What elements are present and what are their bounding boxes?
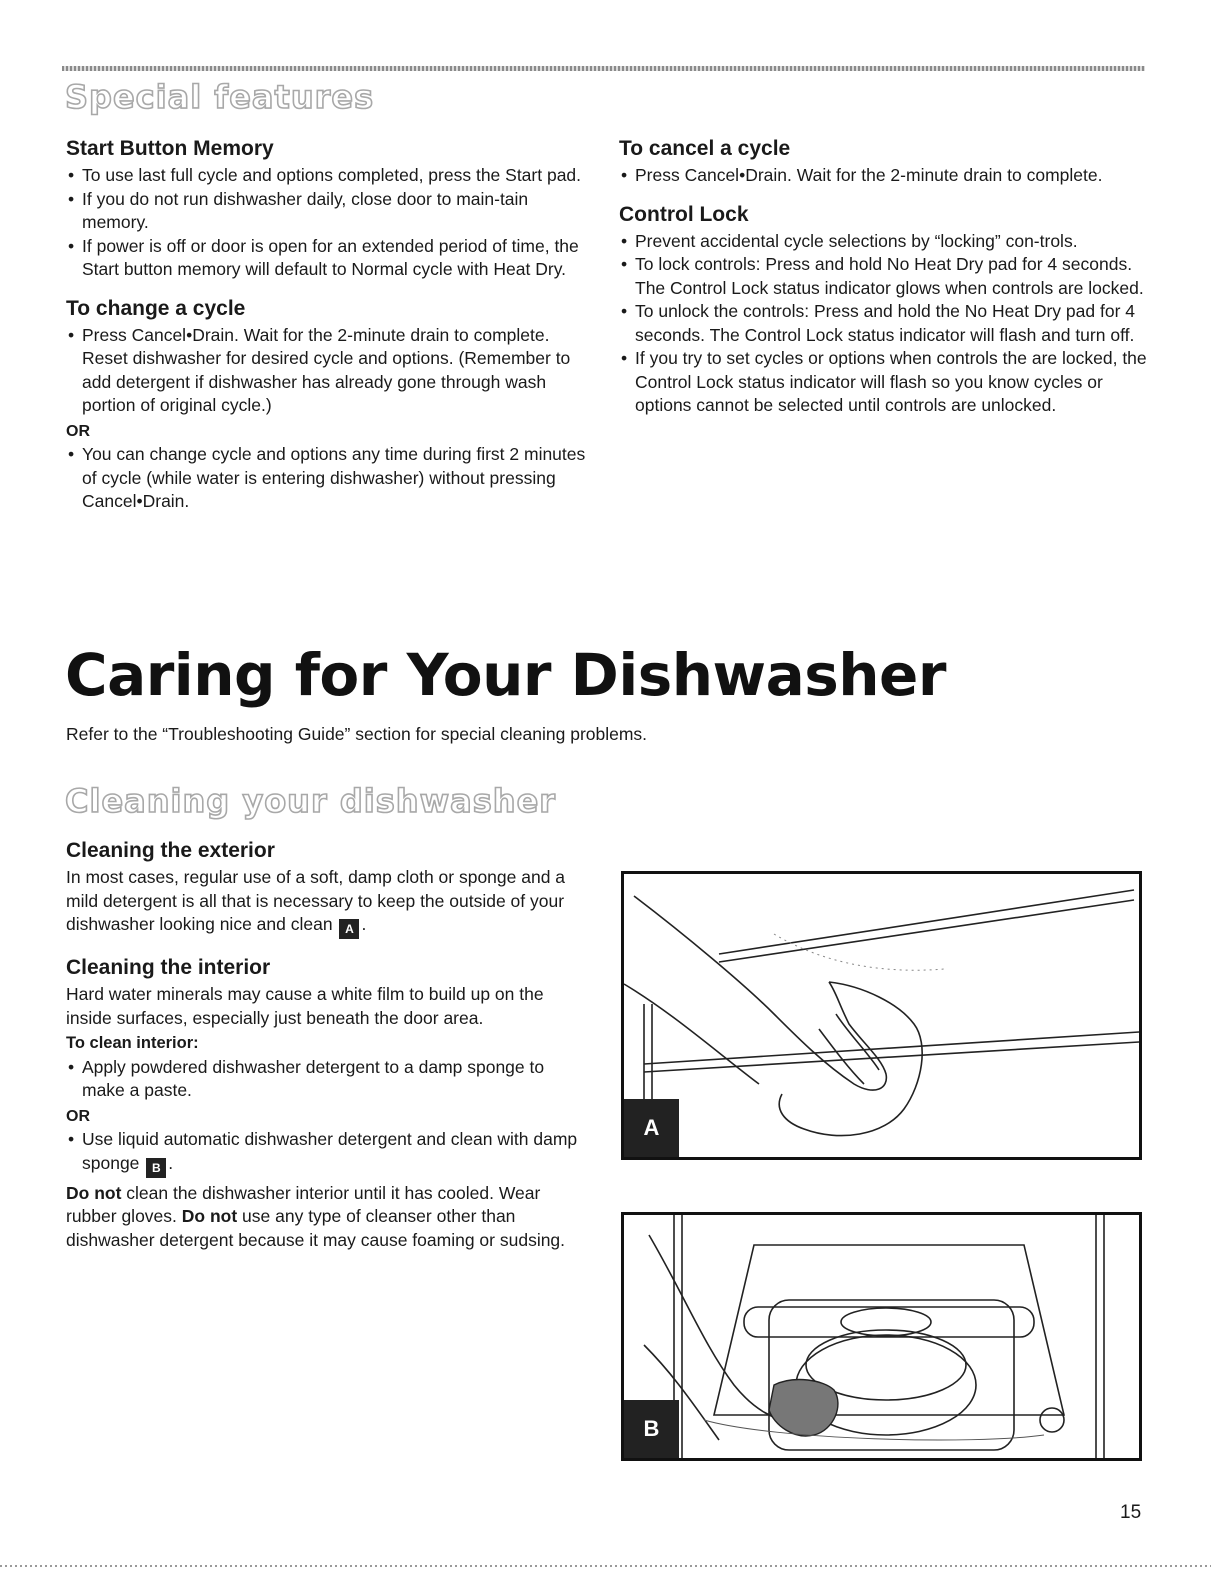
interior-warning — [66, 1182, 591, 1253]
interior-text: Hard water minerals may cause a white film to build up on the inside surfaces, especially just beneath the door area. — [66, 984, 544, 1028]
cleaning-column — [66, 838, 591, 1252]
warning-text-2: use any type of cleanser other than dishwasher detergent because it may cause foaming or sudsing. — [66, 1206, 566, 1250]
list-item: • If you try to set cycles or options when controls the are locked, the Control Lock status indicator will flash so you know cycles or options cannot be selected until controls are unlocked. — [619, 347, 1149, 418]
interior-list-2 — [66, 1128, 591, 1178]
figure-b-label: B — [624, 1400, 679, 1458]
interior-bullet2-end: . — [168, 1152, 174, 1173]
exterior-text — [66, 866, 591, 939]
figure-a-badge: A — [339, 919, 359, 939]
hand-cloth-illustration — [624, 874, 1139, 1157]
list-item: • Apply powdered dishwasher detergent to a damp sponge to make a paste. — [66, 1056, 591, 1103]
exterior-title: Cleaning the exterior — [66, 839, 275, 862]
change-cycle-title: To change a cycle — [66, 296, 246, 320]
cleaning-heading: Cleaning your dishwasher — [65, 782, 557, 820]
figure-a-exterior-cleaning — [621, 871, 1142, 1160]
right-column-special — [619, 136, 1149, 418]
do-not-label: Do not — [181, 1206, 238, 1226]
do-not-label: Do not — [66, 1182, 122, 1203]
page-number: 15 — [1120, 1502, 1142, 1523]
start-memory-title: Start Button Memory — [66, 137, 274, 160]
top-rule — [62, 66, 1145, 71]
list-item: • Press Cancel•Drain. Wait for the 2-minute drain to complete. — [619, 164, 1149, 188]
interior-bullet2-text: Use liquid automatic dishwasher detergent and clean with damp sponge — [82, 1129, 578, 1173]
page-title: Caring for Your Dishwasher — [65, 641, 946, 709]
interior-title: Cleaning the interior — [66, 956, 271, 979]
cancel-cycle-list — [619, 164, 1149, 188]
interior-list-1 — [66, 1056, 591, 1103]
cancel-cycle-title: To cancel a cycle — [619, 137, 791, 160]
figure-b-interior-cleaning — [621, 1212, 1142, 1461]
or-label: OR — [66, 422, 90, 440]
list-item: • Prevent accidental cycle selections by “locking” con-trols. — [619, 230, 1149, 254]
list-item: • To lock controls: Press and hold No Heat Dry pad for 4 seconds. The Control Lock status indicator glows when controls are locked. — [619, 253, 1149, 300]
exterior-end: . — [361, 914, 367, 934]
control-lock-title: Control Lock — [619, 202, 749, 226]
warning-text-1: clean the dishwasher interior until it has cooled. Wear rubber gloves. — [66, 1182, 541, 1226]
list-item: • You can change cycle and options any time during first 2 minutes of cycle (while water is entering dishwasher) without pressing Cancel•Drain. — [66, 443, 586, 514]
bottom-rule — [0, 1565, 1211, 1567]
list-item — [66, 1128, 591, 1178]
control-lock-list — [619, 230, 1149, 418]
special-features-heading: Special features — [65, 78, 375, 116]
left-column-special — [66, 136, 586, 514]
list-item: • Press Cancel•Drain. Wait for the 2-minute drain to complete. Reset dishwasher for desired cycle and options. (Remember to add detergent if dishwasher has already gone through wash portion of original cycle.) — [66, 324, 586, 418]
change-cycle-list-2 — [66, 443, 586, 514]
or-label: OR — [66, 1107, 90, 1125]
list-item: • If you do not run dishwasher daily, close door to main-tain memory. — [66, 188, 586, 235]
caring-intro: Refer to the “Troubleshooting Guide” section for special cleaning problems. — [66, 724, 648, 744]
change-cycle-list-1 — [66, 324, 586, 418]
list-item: • To unlock the controls: Press and hold the No Heat Dry pad for 4 seconds. The Control Lock status indicator will flash and turn off. — [619, 300, 1149, 347]
figure-b-badge: B — [146, 1158, 166, 1178]
figure-a-label: A — [624, 1099, 679, 1157]
to-clean-interior-subhead: To clean interior: — [66, 1034, 199, 1052]
sponge-interior-illustration — [624, 1215, 1139, 1458]
list-item: • To use last full cycle and options completed, press the Start pad. — [66, 164, 586, 188]
exterior-body: In most cases, regular use of a soft, damp cloth or sponge and a mild detergent is all that is necessary to keep the outside of your dishwasher looking nice and clean — [66, 867, 566, 934]
list-item: • If power is off or door is open for an extended period of time, the Start button memory will default to Normal cycle with Heat Dry. — [66, 235, 586, 282]
start-memory-list — [66, 164, 586, 282]
